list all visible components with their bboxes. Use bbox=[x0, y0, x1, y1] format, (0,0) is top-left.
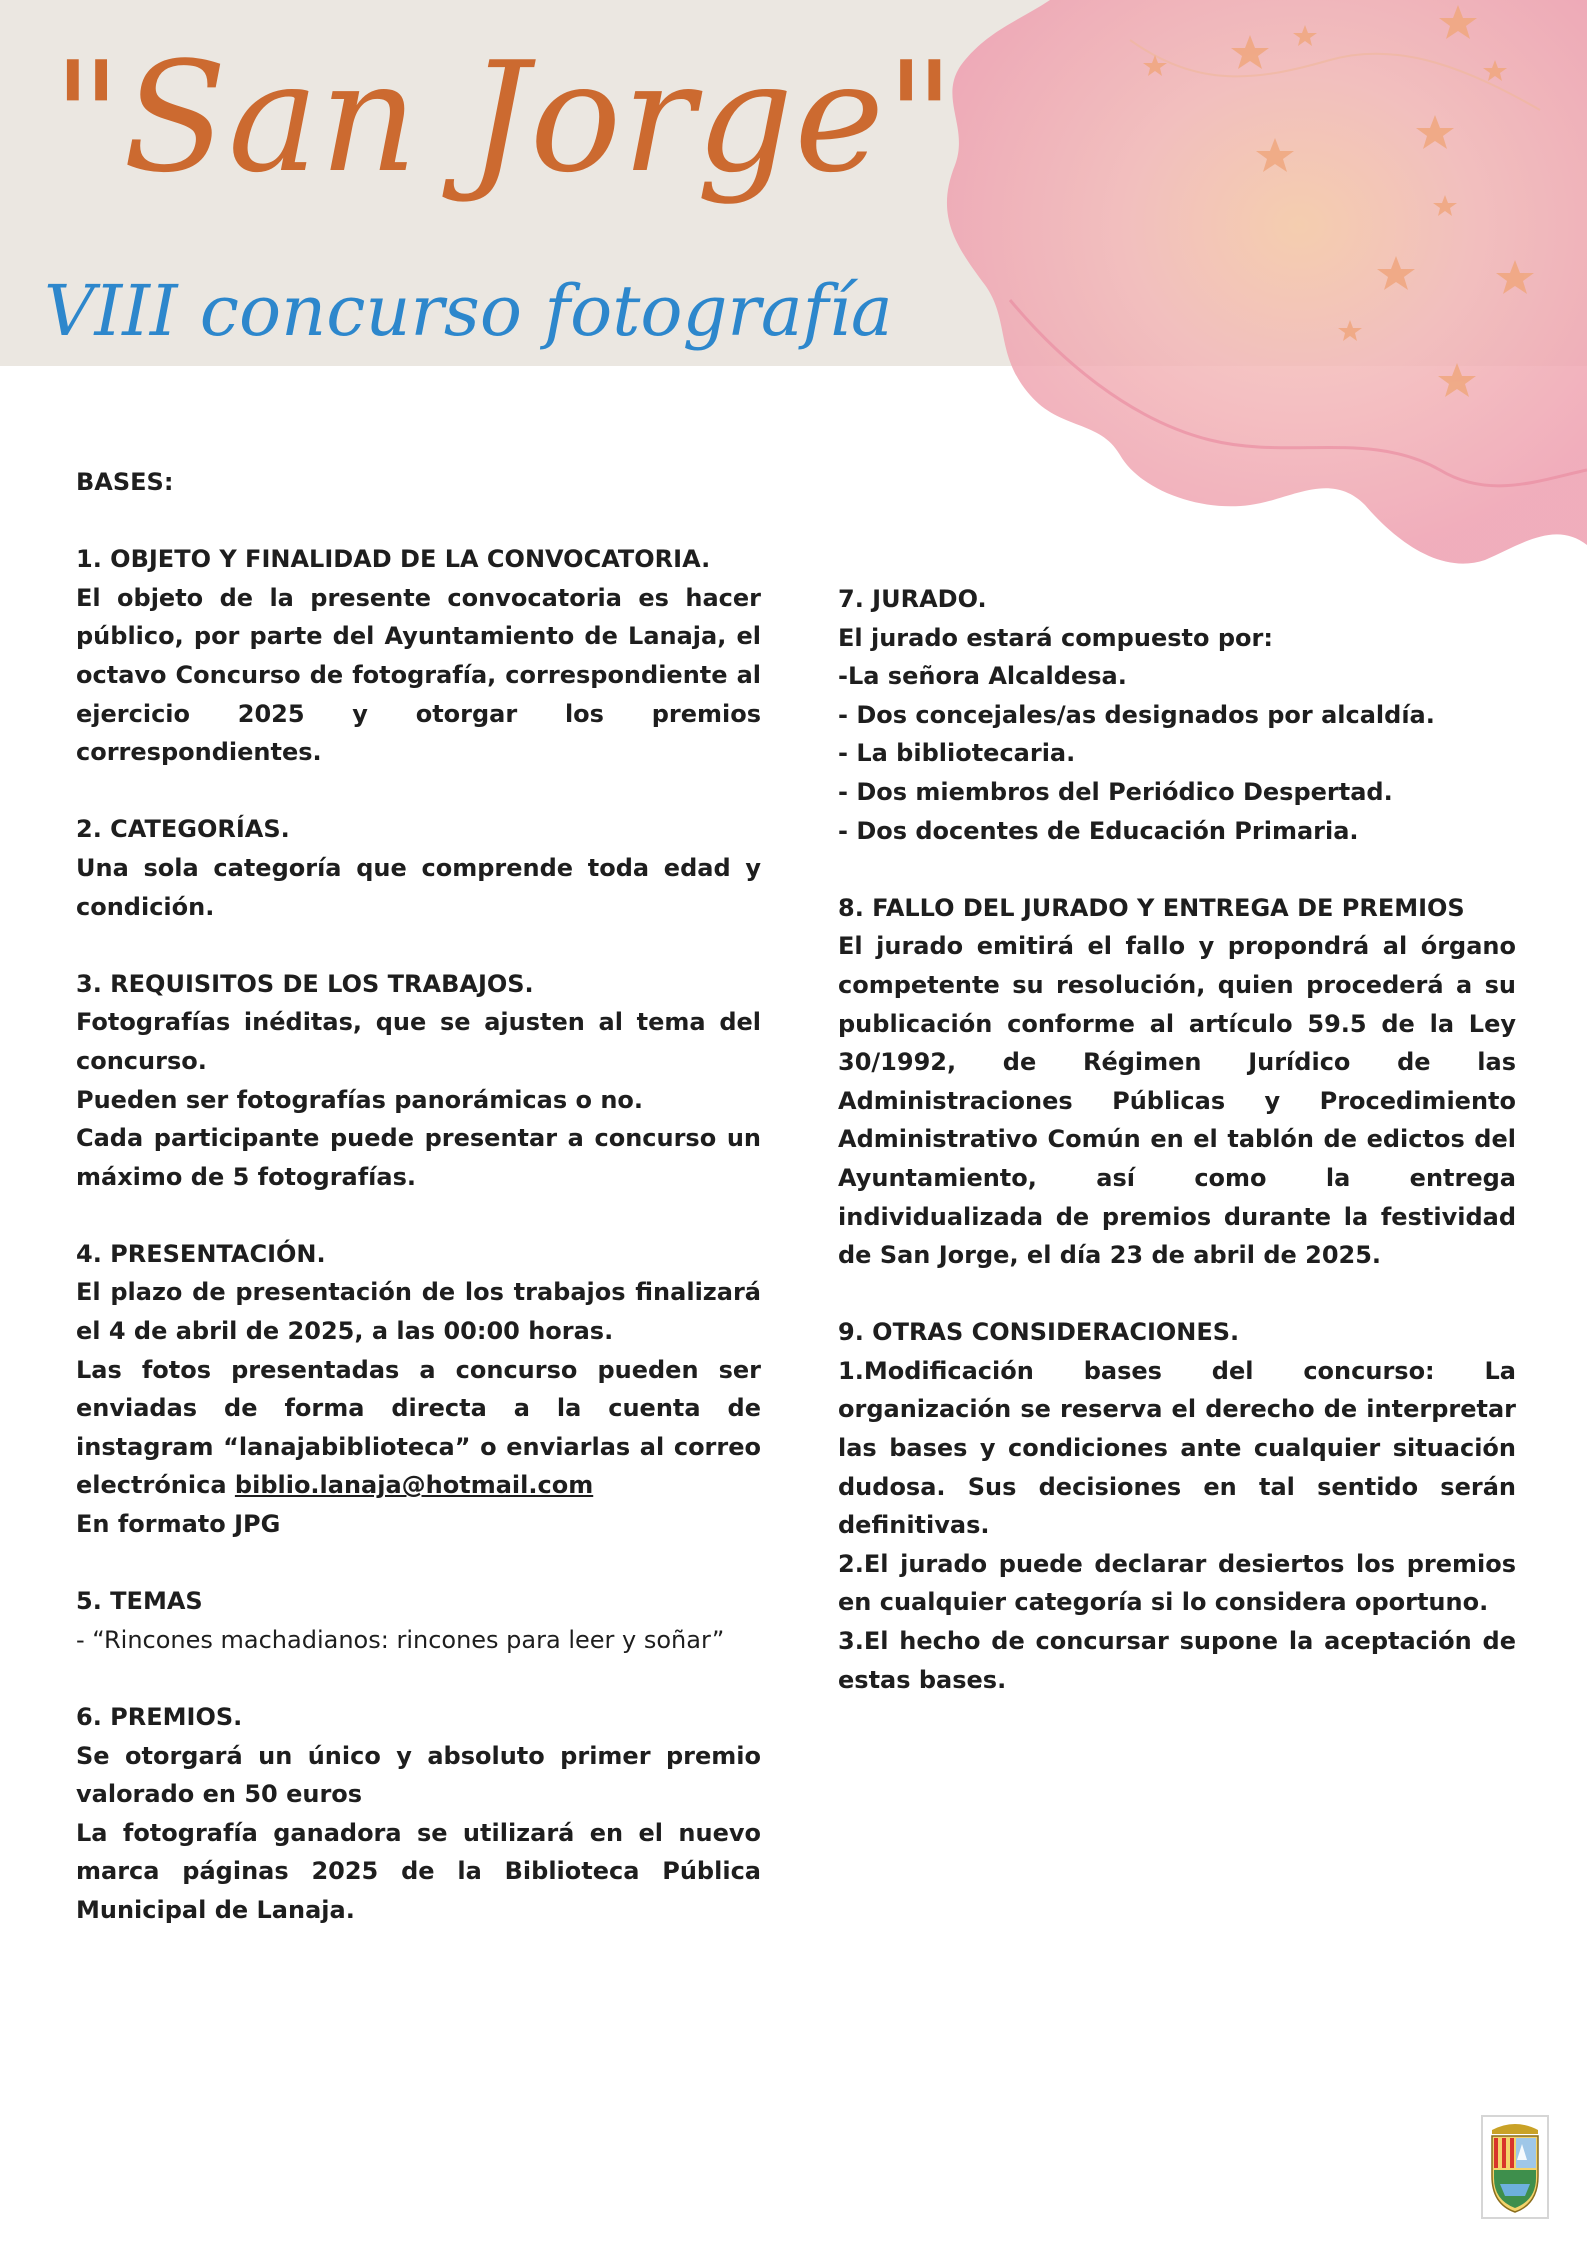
page-title: "San Jorge" bbox=[52, 29, 957, 206]
jury-member: -La señora Alcaldesa. bbox=[838, 662, 1127, 691]
section-5-heading: 5. TEMAS bbox=[76, 1587, 203, 1616]
section-7-intro: El jurado estará compuesto por: bbox=[838, 623, 1273, 652]
page-subtitle: VIII concurso fotografía bbox=[44, 270, 893, 352]
section-8-heading: 8. FALLO DEL JURADO Y ENTREGA DE PREMIOS bbox=[838, 893, 1465, 922]
section-6-heading: 6. PREMIOS. bbox=[76, 1703, 243, 1731]
section-4-line-2-text: Las fotos presentadas a concurso pueden ser enviadas de forma directa a la cuenta de instagram “lanajabiblioteca” o enviarlas al correo electrónica bbox=[76, 1355, 761, 1500]
right-column bbox=[838, 580, 1516, 1699]
section-6-line-2: La fotografía ganadora se utilizará en el nuevo marca páginas 2025 de la Biblioteca Pública Municipal de Lanaja. bbox=[76, 1818, 761, 1924]
consideration-item: 1.Modificación bases del concurso: La organización se reserva el derecho de interpretar las bases y condiciones ante cualquier situación dudosa. Sus decisiones en tal sentido serán definitivas. bbox=[838, 1356, 1516, 1540]
section-3-heading: 3. REQUISITOS DE LOS TRABAJOS. bbox=[76, 969, 534, 998]
email-link[interactable]: biblio.lanaja@hotmail.com bbox=[234, 1471, 594, 1500]
jury-member: - Dos docentes de Educación Primaria. bbox=[838, 816, 1359, 845]
section-4-line-2 bbox=[76, 1351, 761, 1505]
section-2-heading: 2. CATEGORÍAS. bbox=[76, 815, 290, 844]
section-4-line-1: El plazo de presentación de los trabajos finalizará el 4 de abril de 2025, a las 00:00 horas. bbox=[76, 1278, 761, 1346]
municipal-coat-of-arms-icon bbox=[1478, 2112, 1552, 2222]
bases-heading: BASES: bbox=[76, 468, 174, 496]
jury-member: - Dos concejales/as designados por alcaldía. bbox=[838, 700, 1435, 729]
section-3-line-1: Fotografías inéditas, que se ajusten al tema del concurso. bbox=[76, 1008, 761, 1075]
consideration-item: 3.El hecho de concursar supone la aceptación de estas bases. bbox=[838, 1627, 1516, 1694]
section-8-body: El jurado emitirá el fallo y propondrá al órgano competente su resolución, quien procederá a su publicación conforme al artículo 59.5 de la Ley 30/1992, de Régimen Jurídico de las Administraciones Públicas y Procedimiento Administrativo Común en el tablón de edictos del Ayuntamiento, así como la entrega individualizada de premios durante la festividad de San Jorge, el día 23 de abril de 2025. bbox=[838, 932, 1516, 1270]
crest-stripes bbox=[1494, 2138, 1514, 2168]
jury-member: - Dos miembros del Periódico Despertad. bbox=[838, 777, 1393, 806]
section-4-line-3: En formato JPG bbox=[76, 1510, 281, 1539]
section-1-body: El objeto de la presente convocatoria es hacer público, por parte del Ayuntamiento de Lanaja, el octavo Concurso de fotografía, correspondiente al ejercicio 2025 y otorgar los premios correspondientes. bbox=[76, 583, 761, 767]
section-5-body: - “Rincones machadianos: rincones para leer y soñar” bbox=[76, 1625, 725, 1654]
section-9-heading: 9. OTRAS CONSIDERACIONES. bbox=[838, 1318, 1240, 1347]
consideration-item: 2.El jurado puede declarar desiertos los premios en cualquier categoría si lo considera oportuno. bbox=[838, 1549, 1516, 1617]
left-column bbox=[76, 463, 761, 1930]
section-7-heading: 7. JURADO. bbox=[838, 585, 987, 613]
section-6-line-1: Se otorgará un único y absoluto primer premio valorado en 50 euros bbox=[76, 1741, 761, 1809]
section-4-heading: 4. PRESENTACIÓN. bbox=[76, 1239, 326, 1268]
section-3-line-2: Pueden ser fotografías panorámicas o no. bbox=[76, 1085, 644, 1114]
section-1-heading: 1. OBJETO Y FINALIDAD DE LA CONVOCATORIA. bbox=[76, 545, 711, 574]
section-2-body: Una sola categoría que comprende toda edad y condición. bbox=[76, 853, 761, 921]
section-3-line-3: Cada participante puede presentar a concurso un máximo de 5 fotografías. bbox=[76, 1124, 761, 1191]
jury-member: - La bibliotecaria. bbox=[838, 739, 1076, 768]
